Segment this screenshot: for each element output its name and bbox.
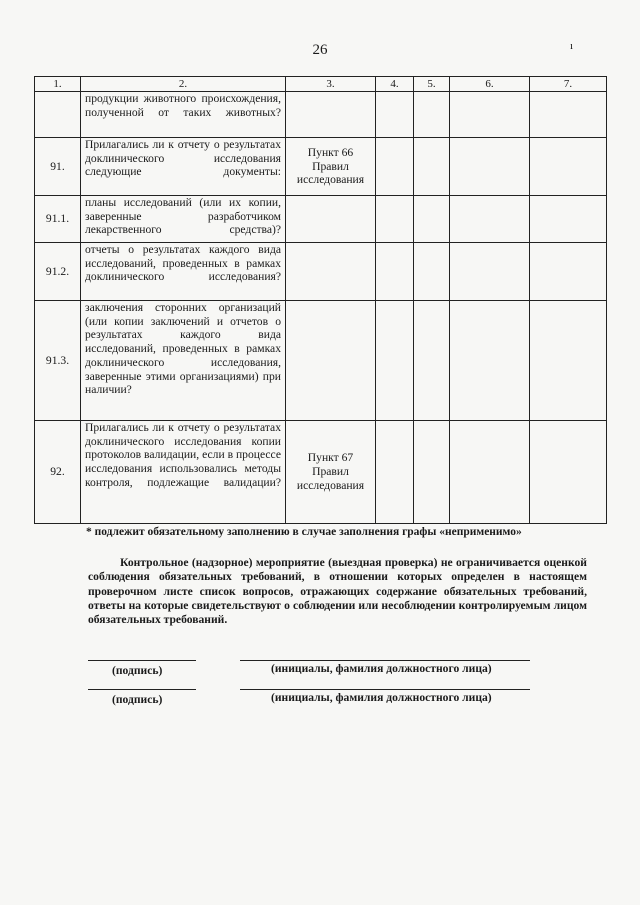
table-header-row <box>35 77 607 92</box>
item-number: 91.1. <box>35 196 81 243</box>
question-text: заключения сторонних организаций (или копии заключений и отчетов о результатах каждого вида исследований, проведенных в рамках доклинического исследования, заверенные этими организациями) при наличии? <box>81 301 286 421</box>
column-header: 5. <box>414 77 450 92</box>
checklist-table <box>34 76 607 524</box>
question-text: планы исследований (или их копии, заверенные разработчиком лекарственного средства)? <box>81 196 286 243</box>
table-row <box>35 138 607 196</box>
answer-cell-no[interactable] <box>414 421 450 524</box>
answer-cell-not-applicable[interactable] <box>450 301 530 421</box>
requirement-reference <box>286 301 376 421</box>
answer-cell-yes[interactable] <box>376 138 414 196</box>
answer-cell-not-applicable[interactable] <box>450 421 530 524</box>
column-header: 7. <box>530 77 607 92</box>
question-text: Прилагались ли к отчету о результатах доклинического исследования копии протоколов валидации, если в процессе исследования использовались методы контроля, подлежащие валидации? <box>81 421 286 524</box>
comment-cell[interactable] <box>530 196 607 243</box>
comment-cell[interactable] <box>530 92 607 138</box>
answer-cell-no[interactable] <box>414 301 450 421</box>
comment-cell[interactable] <box>530 421 607 524</box>
table-row <box>35 243 607 301</box>
answer-cell-not-applicable[interactable] <box>450 138 530 196</box>
comment-cell[interactable] <box>530 243 607 301</box>
signature-label: (подпись) <box>112 664 163 677</box>
table-row <box>35 196 607 243</box>
answer-cell-not-applicable[interactable] <box>450 92 530 138</box>
item-number: 92. <box>35 421 81 524</box>
name-label: (инициалы, фамилия должностного лица) <box>271 691 492 704</box>
table-row <box>35 301 607 421</box>
name-line[interactable] <box>240 660 530 661</box>
requirement-reference <box>286 243 376 301</box>
question-text: отчеты о результатах каждого вида исследований, проведенных в рамках доклинического исследования? <box>81 243 286 301</box>
column-header: 2. <box>81 77 286 92</box>
column-header: 1. <box>35 77 81 92</box>
answer-cell-no[interactable] <box>414 92 450 138</box>
column-header: 6. <box>450 77 530 92</box>
answer-cell-no[interactable] <box>414 196 450 243</box>
answer-cell-no[interactable] <box>414 138 450 196</box>
item-number: 91.2. <box>35 243 81 301</box>
answer-cell-yes[interactable] <box>376 196 414 243</box>
signature-line[interactable] <box>88 660 196 661</box>
answer-cell-yes[interactable] <box>376 421 414 524</box>
item-number <box>35 92 81 138</box>
answer-cell-not-applicable[interactable] <box>450 196 530 243</box>
comment-cell[interactable] <box>530 138 607 196</box>
name-label: (инициалы, фамилия должностного лица) <box>271 662 492 675</box>
requirement-reference: Пункт 67 Правил исследования <box>286 421 376 524</box>
requirement-reference <box>286 196 376 243</box>
requirement-reference: Пункт 66 Правил исследования <box>286 138 376 196</box>
item-number: 91.3. <box>35 301 81 421</box>
question-text: Прилагались ли к отчету о результатах доклинического исследования следующие документы: <box>81 138 286 196</box>
closing-paragraph: Контрольное (надзорное) мероприятие (выездная проверка) не ограничивается оценкой соблюдения обязательных требований, в отношении которых определен в настоящем проверочном листе список вопросов, отражающих содержание обязательных требований, ответы на которые свидетельствуют о соблюдении или несоблюдении контролируемым лицом обязательных требований. <box>88 556 587 627</box>
signature-line[interactable] <box>88 689 196 690</box>
page-number: 26 <box>312 42 328 58</box>
answer-cell-no[interactable] <box>414 243 450 301</box>
margin-mark: ı <box>570 40 574 52</box>
column-header: 4. <box>376 77 414 92</box>
question-text: продукции животного происхождения, полученной от таких животных? <box>81 92 286 138</box>
answer-cell-yes[interactable] <box>376 243 414 301</box>
footnote: * подлежит обязательному заполнению в случае заполнения графы «неприменимо» <box>86 526 522 538</box>
requirement-reference <box>286 92 376 138</box>
signature-label: (подпись) <box>112 693 163 706</box>
comment-cell[interactable] <box>530 301 607 421</box>
answer-cell-yes[interactable] <box>376 92 414 138</box>
answer-cell-not-applicable[interactable] <box>450 243 530 301</box>
table-row <box>35 92 607 138</box>
table-row <box>35 421 607 524</box>
name-line[interactable] <box>240 689 530 690</box>
item-number: 91. <box>35 138 81 196</box>
answer-cell-yes[interactable] <box>376 301 414 421</box>
column-header: 3. <box>286 77 376 92</box>
